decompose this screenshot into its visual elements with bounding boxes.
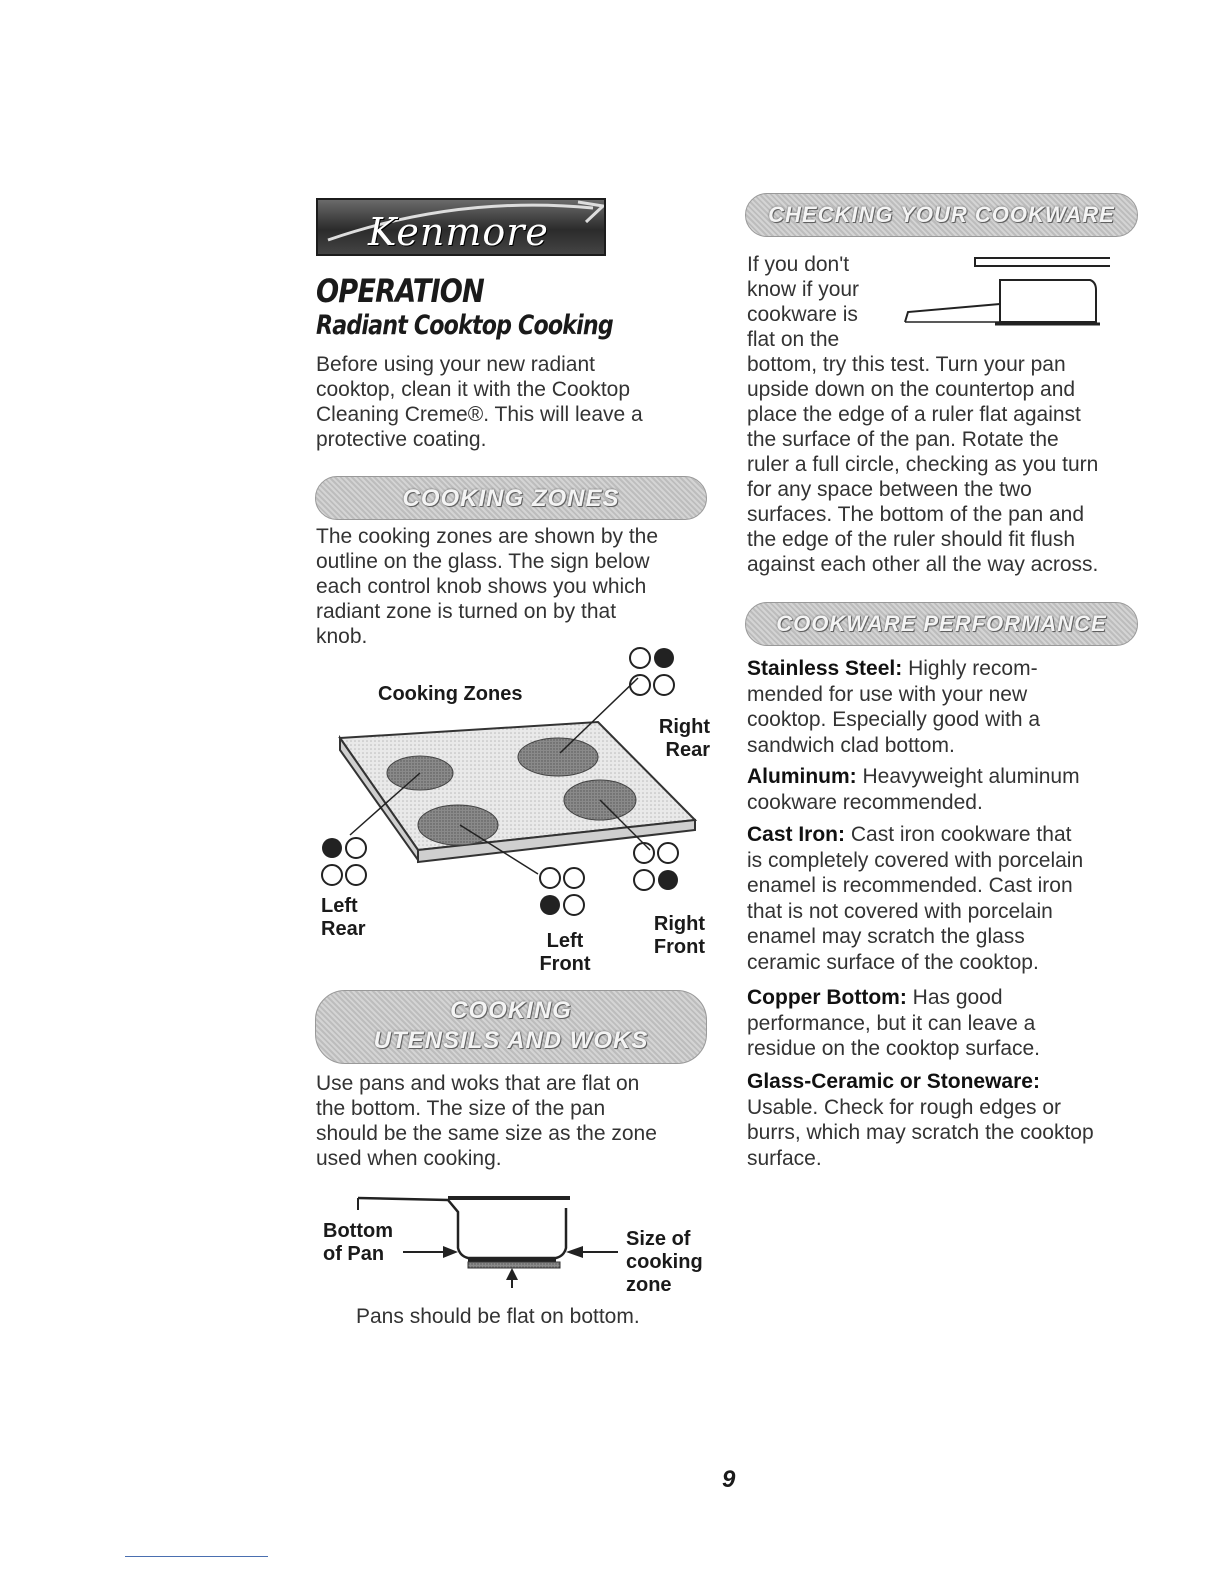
text-line: mended for use with your new [747, 682, 1028, 706]
text-line: cookware is [747, 303, 858, 326]
label-line: Bottom [323, 1220, 393, 1242]
pan-upside-down [1000, 280, 1096, 322]
pan-caption: Pans should be flat on bottom. [356, 1305, 640, 1328]
checking-paragraph [747, 352, 1147, 577]
item-head: Cast Iron: [747, 823, 846, 846]
item-first-line: Heavyweight aluminum [856, 765, 1080, 788]
ruler [975, 258, 1110, 266]
cooking-zones-banner [315, 476, 707, 520]
perf-item-aluminum [747, 764, 1147, 815]
text-line: cooktop, clean it with the Cooktop [316, 378, 631, 401]
text-line: knob. [316, 625, 368, 648]
text-line: protective coating. [316, 428, 487, 451]
ruler-test-diagram [900, 252, 1110, 332]
item-head: Copper Bottom: [747, 986, 907, 1009]
text-line: each control knob shows you which [316, 575, 647, 598]
text-line: surfaces. The bottom of the pan and [747, 503, 1084, 526]
label-line: of Pan [323, 1243, 385, 1265]
text-line: bottom, try this test. Turn your pan [747, 353, 1066, 376]
text-line: burrs, which may scratch the cooktop [747, 1121, 1094, 1144]
cookware-performance-banner [745, 602, 1138, 646]
perf-item-copper [747, 985, 1147, 1062]
text-line: used when cooking. [316, 1147, 502, 1170]
label-line: Size of [626, 1228, 691, 1250]
label-line: cooking [626, 1251, 703, 1273]
text-line: radiant zone is turned on by that [316, 600, 617, 623]
text-line: the edge of the ruler should fit flush [747, 528, 1076, 551]
text-line: against each other all the way across. [747, 553, 1099, 576]
text-line: the bottom. The size of the pan [316, 1097, 606, 1120]
item-head: Stainless Steel: [747, 657, 903, 680]
banner-text: COOKING ZONES [402, 485, 620, 512]
text-line: surface. [747, 1146, 822, 1170]
banner-text: CHECKING YOUR COOKWARE [768, 202, 1115, 227]
kenmore-logo [316, 198, 606, 256]
zone-left-front [418, 805, 498, 845]
item-first-line: Cast iron cookware that [845, 823, 1072, 846]
text-line: enamel may scratch the glass [747, 925, 1025, 948]
text-line: residue on the cooktop surface. [747, 1037, 1041, 1060]
item-first-line: Highly recom- [902, 657, 1038, 680]
perf-item-cast-iron [747, 822, 1147, 975]
text-line: Cleaning Creme®. This will leave a [316, 403, 643, 426]
cooking-zones-paragraph [316, 524, 706, 649]
label-size-of-zone [626, 1228, 703, 1297]
banner-text-line1: COOKING [450, 997, 572, 1024]
intro-paragraph [316, 352, 686, 452]
logo-text: Kenmore [368, 210, 549, 254]
text-line: that is not covered with porcelain [747, 899, 1053, 923]
label-left-rear: Left Rear [321, 895, 366, 940]
text-line: Use pans and woks that are flat on [316, 1072, 640, 1095]
utensils-banner [315, 990, 707, 1064]
text-line: is completely covered with porcelain [747, 848, 1084, 872]
text-line: flat on the [747, 328, 840, 351]
perf-item-stainless [747, 656, 1147, 758]
label-left-front: Left Front [539, 930, 591, 975]
text-line: for any space between the two [747, 478, 1032, 501]
text-line: enamel is recommended. Cast iron [747, 874, 1073, 897]
item-head: Aluminum: [747, 765, 857, 788]
text-line: The cooking zones are shown by the [316, 525, 659, 548]
pan-handle [905, 304, 1000, 322]
perf-item-glass-ceramic [747, 1069, 1147, 1171]
page-number: 9 [722, 1466, 736, 1493]
text-line: outline on the glass. The sign below [316, 550, 650, 573]
label-right-front: Right Front [653, 913, 705, 958]
text-line: ruler a full circle, checking as you turn [747, 453, 1099, 476]
text-line: Usable. Check for rough edges or [747, 1095, 1062, 1119]
text-line: Before using your new radiant [316, 353, 595, 376]
text-line: performance, but it can leave a [747, 1011, 1036, 1035]
label-right-rear: Right Rear [658, 716, 710, 761]
checking-cookware-banner [745, 193, 1138, 237]
text-line: place the edge of a ruler flat against [747, 403, 1081, 426]
text-line: should be the same size as the zone [316, 1122, 657, 1145]
text-line: sandwich clad bottom. [747, 733, 955, 757]
diagram-title: Cooking Zones [378, 683, 523, 705]
checking-intro-lines [747, 252, 859, 352]
item-first-line: Has good [906, 986, 1003, 1009]
zone-right-rear [518, 738, 598, 776]
label-line: zone [626, 1274, 672, 1296]
section-title: OPERATION [316, 272, 484, 310]
label-bottom-of-pan [323, 1220, 393, 1266]
banner-text: COOKWARE PERFORMANCE [776, 611, 1107, 636]
text-line: cookware recommended. [747, 790, 983, 814]
footer-rule [125, 1556, 268, 1557]
banner-text-line2: UTENSILS AND WOKS [373, 1027, 649, 1054]
text-line: know if your [747, 278, 860, 301]
item-head: Glass-Ceramic or Stoneware: [747, 1070, 1040, 1093]
text-line: cooktop. Especially good with a [747, 708, 1041, 731]
utensils-paragraph [316, 1071, 706, 1171]
text-line: upside down on the countertop and [747, 378, 1076, 401]
text-line: If you don't [747, 253, 850, 276]
subsection-title: Radiant Cooktop Cooking [316, 310, 613, 341]
text-line: the surface of the pan. Rotate the [747, 428, 1059, 451]
text-line: ceramic surface of the cooktop. [747, 950, 1039, 974]
